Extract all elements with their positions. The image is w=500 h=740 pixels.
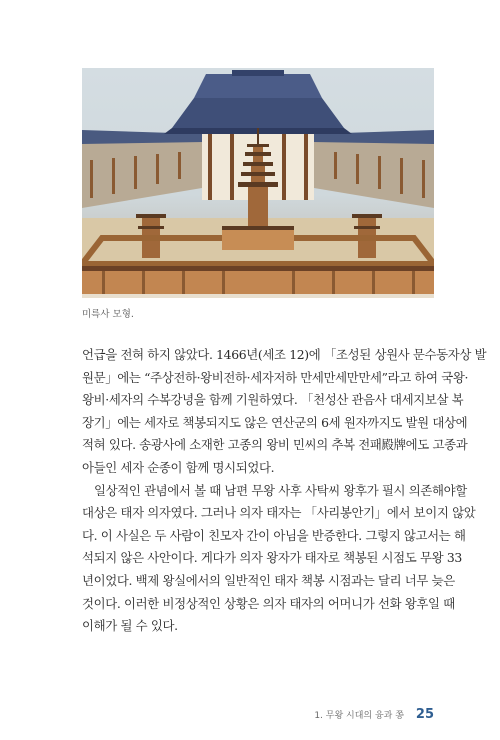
text-line: 언급을 전혀 하지 않았다. 1466년(세조 12)에 「조성된 상원사 문수동자상 발 (82, 347, 487, 362)
text-line: 원문」에는 “주상전하·왕비전하·세자저하 만세만세만만세”라고 하여 국왕· (82, 369, 469, 385)
paragraph-2 (82, 480, 476, 638)
text-line: 석되지 않은 사안이다. 게다가 의자 왕자가 태자로 책봉된 시점도 무왕 33 (82, 550, 462, 566)
text-line: 대상은 태자 의자였다. 그러나 의자 태자는 「사리봉안기」에서 보이지 않았 (82, 505, 476, 521)
text-line: 아들인 세자 순종이 함께 명시되었다. (82, 459, 275, 475)
text-line: 다. 이 사실은 두 사람이 친모자 간이 아님을 반증한다. 그렇지 않고서는 해 (82, 527, 466, 543)
text-line: 일상적인 관념에서 볼 때 남편 무왕 사후 사탁씨 왕후가 필시 의존해야할 (94, 482, 467, 498)
paragraph-1 (82, 344, 487, 480)
text-line: 것이다. 이러한 비정상적인 상황은 의자 태자의 어머니가 선화 왕후일 때 (82, 595, 455, 611)
text-line: 장기」에는 세자로 책봉되지도 않은 연산군의 6세 원자까지도 발원 대상에 (82, 414, 468, 430)
figure-caption: 미륵사 모형. (82, 309, 134, 320)
temple-model-illustration (82, 68, 434, 298)
body-text (82, 344, 487, 638)
page-footer (314, 707, 434, 722)
text-line: 적혀 있다. 송광사에 소재한 고종의 왕비 민씨의 추복 전패殿牌에도 고종과 (82, 437, 468, 453)
text-line: 년이었다. 백제 왕실에서의 일반적인 태자 책봉 시점과는 달리 너무 늦은 (82, 572, 455, 588)
running-title: 1. 무왕 시대의 융과 쫑 (314, 711, 404, 721)
page-number: 25 (415, 707, 434, 722)
text-line: 왕비·세자의 수복강녕을 함께 기원하였다. 「천성산 관음사 대세지보살 복 (82, 392, 464, 408)
text-line: 이해가 될 수 있다. (82, 618, 178, 634)
temple-model-photo (82, 68, 434, 298)
